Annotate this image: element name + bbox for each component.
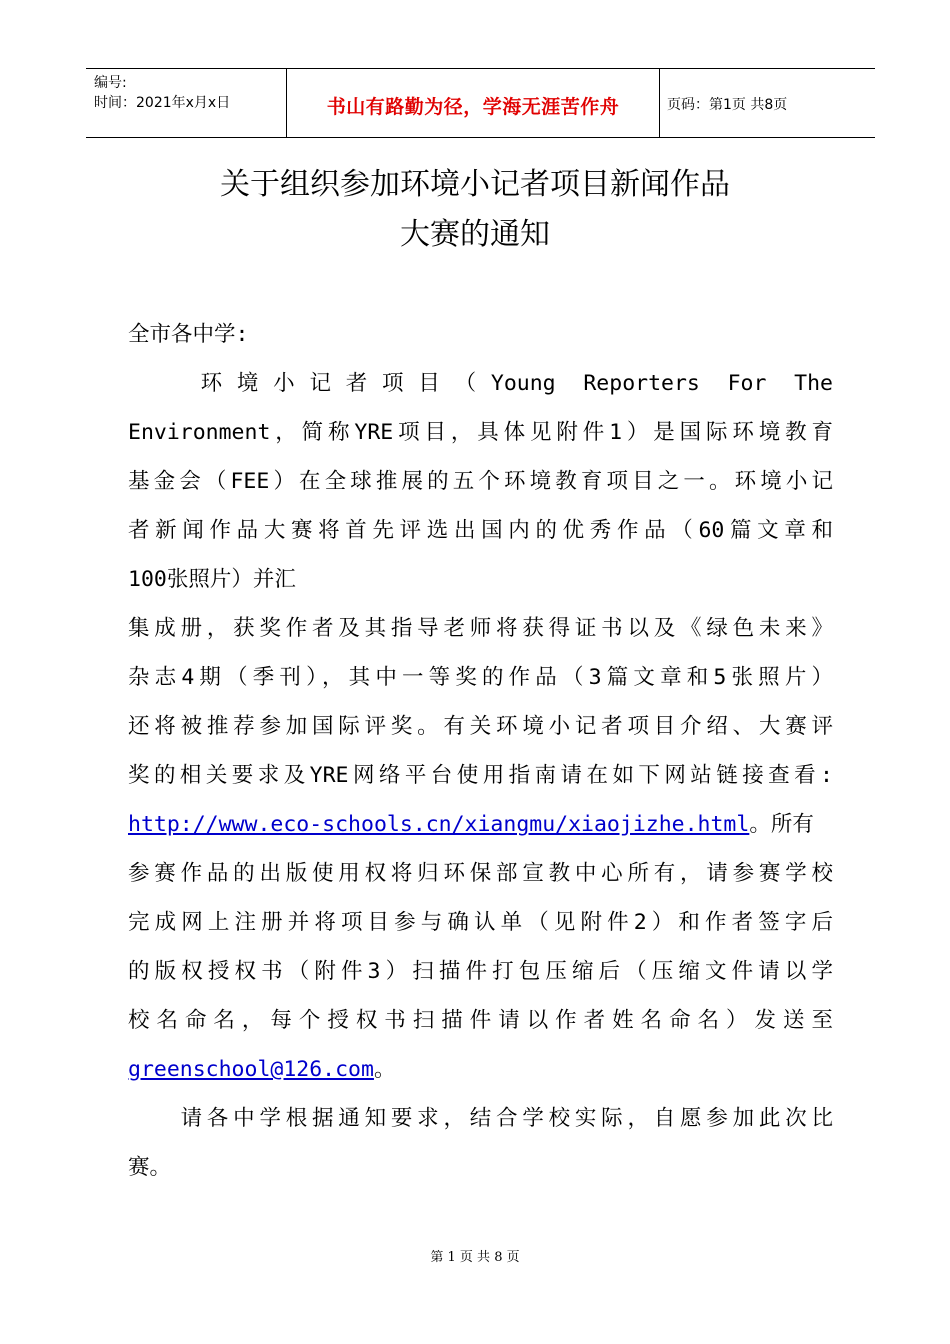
body-line: 校名命名，每个授权书扫描件请以作者姓名命名）发送至	[128, 1008, 833, 1033]
page-footer: 第 1 页 共 8 页	[430, 1250, 520, 1265]
number-label: 编号:	[94, 75, 127, 91]
body-line: 者新闻作品大赛将首先评选出国内的优秀作品（60篇文章和	[128, 518, 833, 543]
page-info-text: 页码：第1页 共8页	[667, 97, 788, 113]
time-label: 时间：2021年x月x日	[94, 95, 231, 111]
header-page-info	[659, 69, 875, 137]
doc-title-line2: 大赛的通知	[400, 217, 550, 252]
body-line: 基金会（FEE）在全球推展的五个环境教育项目之一。环境小记	[128, 469, 833, 494]
document-header	[86, 68, 875, 138]
body-line: 环境小记者项目（Young Reporters For The	[128, 371, 833, 396]
closing-line: 请各中学根据通知要求，结合学校实际，自愿参加此次比	[128, 1106, 833, 1131]
body-line: Environment，简称YRE项目，具体见附件1）是国际环境教育	[128, 420, 833, 445]
closing-line: 赛。	[128, 1155, 172, 1180]
email-line	[128, 1045, 833, 1094]
doc-title-line1: 关于组织参加环境小记者项目新闻作品	[220, 167, 730, 202]
body-line: 集成册，获奖作者及其指导老师将获得证书以及《绿色未来》	[128, 616, 833, 641]
salutation: 全市各中学:	[128, 322, 249, 347]
body-line: 参赛作品的出版使用权将归环保部宣教中心所有，请参赛学校	[128, 861, 833, 886]
header-meta	[86, 69, 294, 137]
body-line: 奖的相关要求及YRE网络平台使用指南请在如下网站链接查看:	[128, 763, 833, 788]
body-line: 还将被推荐参加国际评奖。有关环境小记者项目介绍、大赛评	[128, 714, 833, 739]
website-link[interactable]: http://www.eco-schools.cn/xiangmu/xiaojizhe.html	[128, 812, 750, 837]
body-line: 的版权授权书（附件3）扫描件打包压缩后（压缩文件请以学	[128, 959, 833, 984]
motto-text: 书山有路勤为径，学海无涯苦作舟	[326, 96, 620, 118]
body-line: 完成网上注册并将项目参与确认单（见附件2）和作者签字后	[128, 910, 833, 935]
link-suffix: 。所有	[749, 812, 814, 837]
body-paragraph	[128, 359, 833, 1192]
body-line: 100张照片）并汇	[128, 567, 296, 592]
header-motto	[286, 69, 660, 137]
email-link[interactable]: greenschool@126.com	[128, 1057, 374, 1082]
email-suffix: 。	[373, 1057, 396, 1082]
link-line	[128, 800, 833, 849]
body-line: 杂志4期（季刊），其中一等奖的作品（3篇文章和5张照片）	[128, 665, 833, 690]
